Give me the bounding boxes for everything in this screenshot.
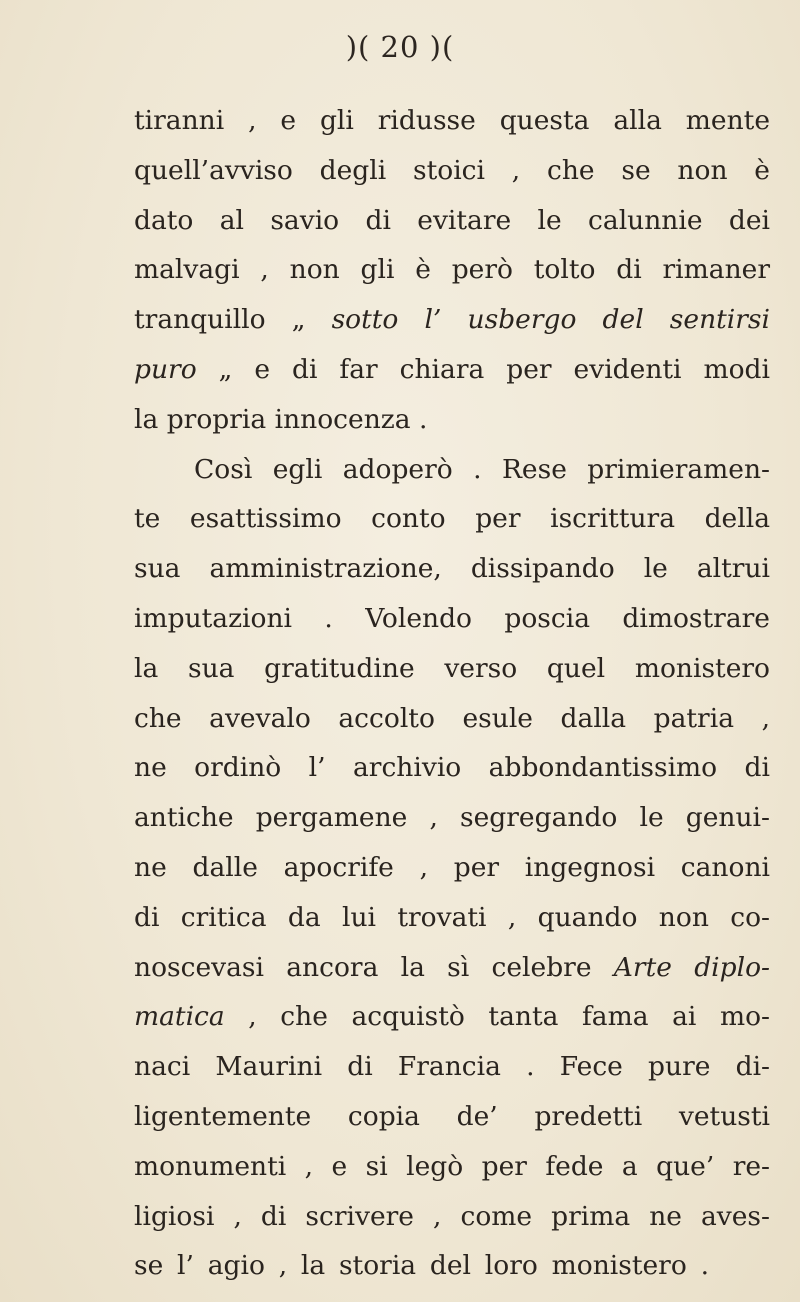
text-run: che avevalo accolto esule dalla patria , [134, 702, 770, 734]
text-run: ne dalle apocrife , per ingegnosi canoni [134, 851, 770, 883]
text-line [134, 992, 770, 1042]
text-line [134, 146, 770, 196]
text-run: la sua gratitudine verso quel monistero [134, 652, 770, 684]
page-number: )( 20 )( [345, 30, 455, 64]
text-line [134, 743, 770, 793]
text-run: dato al savio di evitare le calunnie dei [134, 204, 770, 236]
italic-run: sotto l’ usbergo del sentirsi [331, 304, 771, 336]
text-line [134, 544, 770, 594]
text-line [134, 345, 770, 395]
text-run: la propria innocenza . [134, 403, 428, 435]
text-line [134, 594, 770, 644]
text-line [134, 1241, 709, 1291]
text-run: tiranni , e gli ridusse questa alla mente [134, 105, 770, 136]
text-run: te esattissimo conto per iscrittura della [134, 503, 770, 535]
text-line [134, 494, 770, 544]
text-run: quell’avviso degli stoici , che se non è [134, 154, 770, 186]
text-line [134, 644, 770, 694]
text-line [134, 793, 770, 843]
text-line [134, 1192, 770, 1242]
text-line [134, 893, 770, 943]
text-line [134, 1142, 770, 1192]
text-run: ne ordinò l’ archivio abbondantissimo di [134, 752, 770, 784]
text-run: Così egli adoperò . Rese primieramen- [194, 453, 770, 485]
text-run: malvagi , non gli è però tolto di rimaner [134, 254, 770, 286]
text-run: tranquillo „ [134, 304, 332, 336]
text-run: ligiosi , di scrivere , come prima ne aves- [134, 1200, 770, 1232]
text-line [134, 395, 770, 445]
text-line [134, 1092, 770, 1142]
text-run: imputazioni . Volendo poscia dimostrare [134, 602, 770, 634]
text-line [134, 96, 770, 146]
text-run: „ e di far chiara per evidenti modi [196, 353, 770, 385]
text-line [134, 694, 770, 744]
text-run: monumenti , e si legò per fede a que’ re- [134, 1150, 770, 1182]
text-run: naci Maurini di Francia . Fece pure di- [134, 1051, 770, 1083]
text-run: , che acquistò tanta fama ai mo- [224, 1001, 770, 1033]
text-line [134, 843, 770, 893]
text-line [134, 1042, 770, 1092]
text-run: antiche pergamene , segregando le genui- [134, 802, 770, 834]
text-run: se l’ agio , la storia del loro monistero . [134, 1250, 709, 1282]
body-text [134, 96, 770, 1291]
italic-run: puro [134, 353, 197, 385]
italic-run: matica [134, 1001, 225, 1033]
text-line [134, 196, 770, 246]
text-line [134, 245, 770, 295]
text-line [134, 943, 770, 993]
text-line [134, 295, 770, 345]
text-run: sua amministrazione, dissipando le altrui [134, 553, 770, 585]
text-run: ligentemente copia de’ predetti vetusti [134, 1100, 770, 1132]
italic-run: Arte diplo- [613, 951, 770, 983]
text-line [134, 445, 770, 495]
text-run: noscevasi ancora la sì celebre [134, 951, 614, 983]
text-run: di critica da lui trovati , quando non co- [134, 901, 770, 933]
